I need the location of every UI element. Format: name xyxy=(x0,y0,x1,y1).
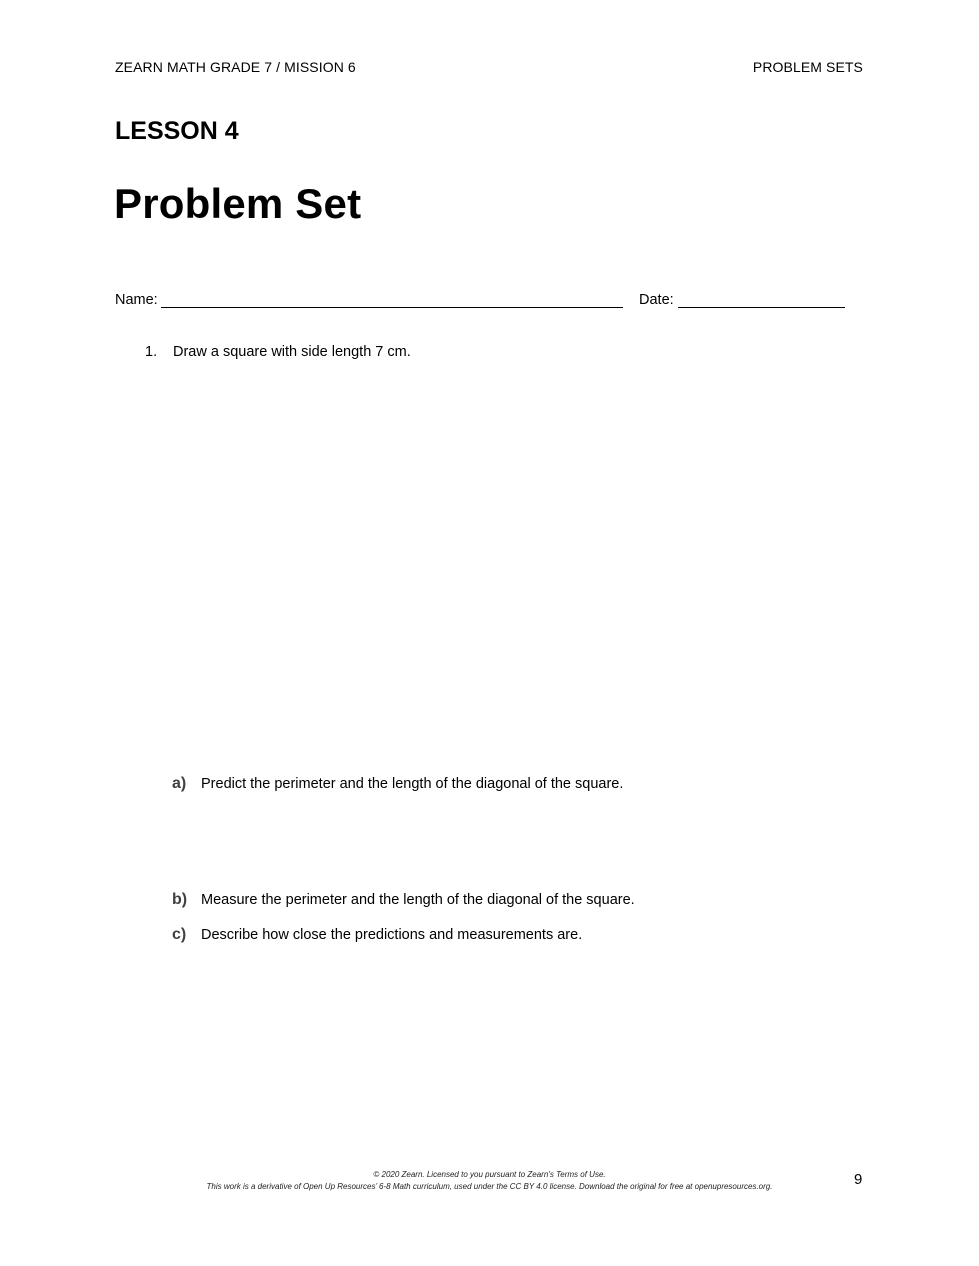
name-label: Name: xyxy=(115,292,158,308)
date-label: Date: xyxy=(639,292,674,308)
page-title: Problem Set xyxy=(114,180,362,227)
header-left-text: ZEARN MATH GRADE 7 / MISSION 6 xyxy=(115,59,356,75)
page-number: 9 xyxy=(854,1171,863,1188)
part-c-label: c) xyxy=(172,926,187,943)
part-a-label: a) xyxy=(172,775,187,792)
part-a-text: Predict the perimeter and the length of the diagonal of the square. xyxy=(201,776,624,792)
lesson-label: LESSON 4 xyxy=(115,117,239,145)
part-b-label: b) xyxy=(172,891,188,908)
question-1-number: 1. xyxy=(145,344,158,360)
part-b-text: Measure the perimeter and the length of the diagonal of the square. xyxy=(201,892,635,908)
header-right-text: PROBLEM SETS xyxy=(752,59,863,75)
footer-license: This work is a derivative of Open Up Resources’ 6-8 Math curriculum, used under the CC BY 4.0 license. Download the original for free at openupresources.org. xyxy=(206,1182,773,1191)
date-field-line xyxy=(678,307,845,308)
footer-copyright: © 2020 Zearn. Licensed to you pursuant to Zearn’s Terms of Use. xyxy=(373,1170,606,1179)
part-c-text: Describe how close the predictions and measurements are. xyxy=(201,927,583,943)
name-field-line xyxy=(161,307,623,308)
question-1-text: Draw a square with side length 7 cm. xyxy=(173,344,411,360)
